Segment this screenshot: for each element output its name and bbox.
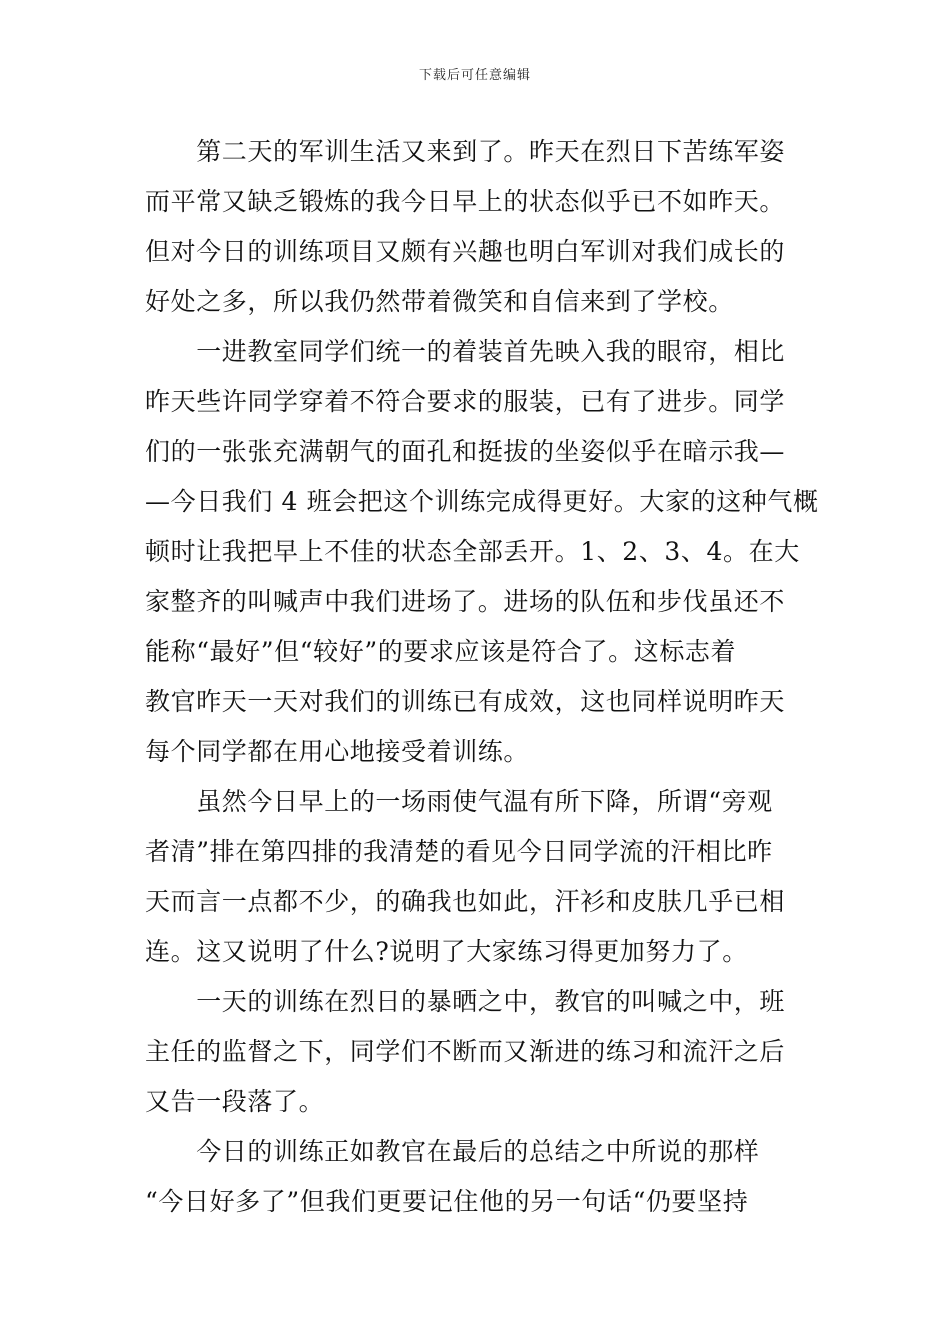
text-line: 但对今日的训练项目又颇有兴趣也明白军训对我们成长的	[145, 237, 786, 266]
text-line: 一天的训练在烈日的暴晒之中，教官的叫喊之中，班	[145, 987, 786, 1016]
text-line: 今日的训练正如教官在最后的总结之中所说的那样	[145, 1137, 760, 1166]
text-line: 又告一段落了。	[145, 1087, 325, 1116]
text-line: 能称“最好”但“较好”的要求应该是符合了。这标志着	[145, 637, 737, 666]
text-line: 主任的监督之下，同学们不断而又渐进的练习和流汗之后	[145, 1037, 786, 1066]
text-line: —今日我们 4 班会把这个训练完成得更好。大家的这种气概	[145, 487, 819, 516]
text-line: 第二天的军训生活又来到了。昨天在烈日下苦练军姿	[145, 137, 786, 166]
text-line: 虽然今日早上的一场雨使气温有所下降，所谓“旁观	[145, 787, 773, 816]
text-line: 好处之多，所以我仍然带着微笑和自信来到了学校。	[145, 287, 734, 316]
text-line: 顿时让我把早上不佳的状态全部丢开。1、2、3、4。在大	[145, 537, 800, 566]
text-line: 教官昨天一天对我们的训练已有成效，这也同样说明昨天	[145, 687, 786, 716]
text-line: 家整齐的叫喊声中我们进场了。进场的队伍和步伐虽还不	[145, 587, 786, 616]
text-line: 们的一张张充满朝气的面孔和挺拔的坐姿似乎在暗示我—	[145, 437, 786, 466]
text-line: 天而言一点都不少，的确我也如此，汗衫和皮肤几乎已相	[145, 887, 786, 916]
document-body	[145, 127, 819, 1227]
text-line: 一进教室同学们统一的着装首先映入我的眼帘，相比	[145, 337, 786, 366]
text-line: 而平常又缺乏锻炼的我今日早上的状态似乎已不如昨天。	[145, 187, 786, 216]
text-line: 昨天些许同学穿着不符合要求的服装，已有了进步。同学	[145, 387, 786, 416]
text-line: 者清”排在第四排的我清楚的看见今日同学流的汗相比昨	[145, 837, 773, 866]
page-header: 下载后可任意编辑	[418, 68, 531, 83]
text-line: 每个同学都在用心地接受着训练。	[145, 737, 530, 766]
text-line: 连。这又说明了什么?说明了大家练习得更加努力了。	[145, 937, 748, 966]
text-line: “今日好多了”但我们更要记住他的另一句话“仍要坚持	[145, 1187, 749, 1216]
